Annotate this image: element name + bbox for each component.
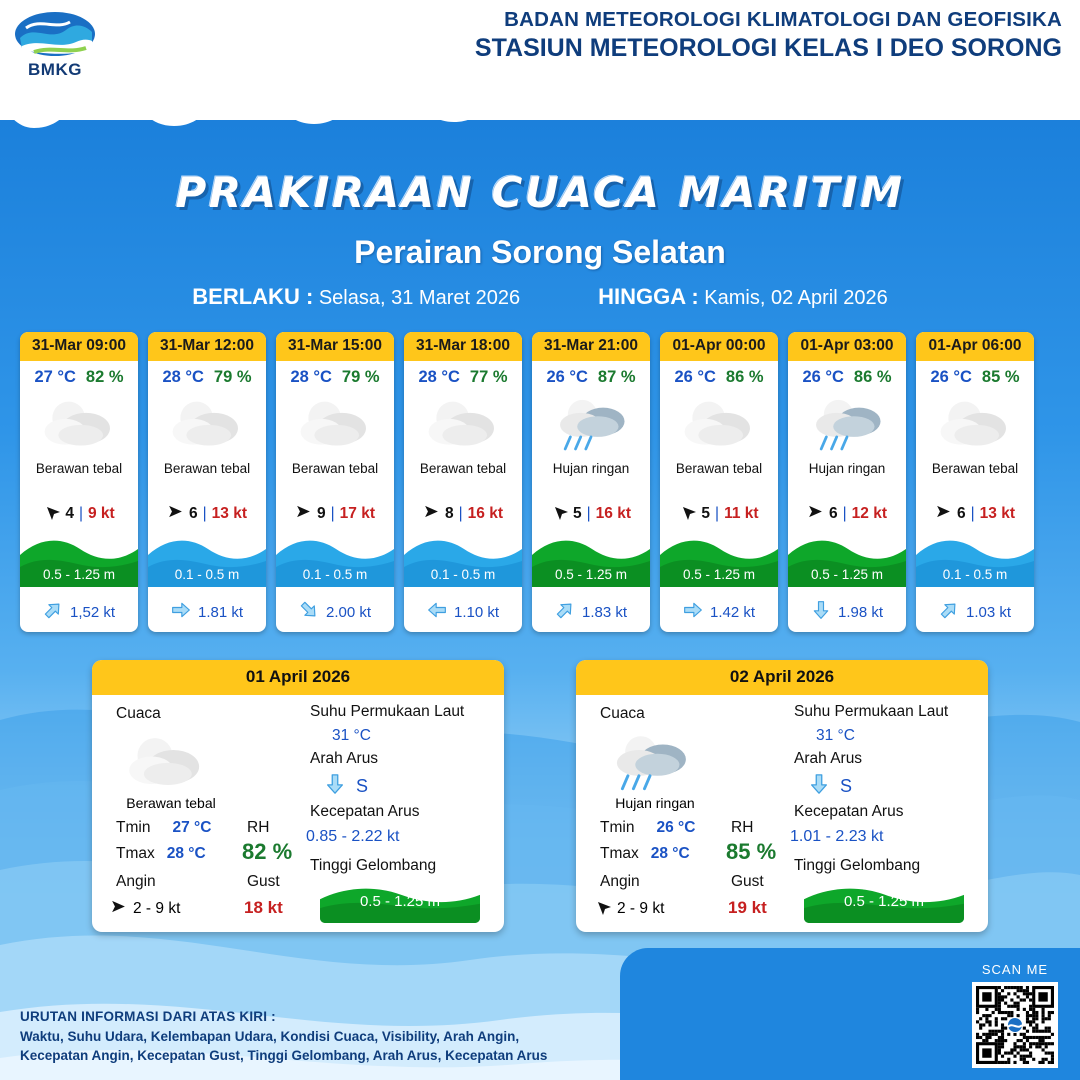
rain-icon [788, 387, 906, 461]
wind-gust: 13 kt [979, 504, 1015, 522]
wave-height: 0.1 - 0.5 m [302, 567, 368, 582]
card-wind [532, 503, 650, 524]
daily-card [576, 660, 988, 932]
sst-value: 31 °C [332, 727, 371, 744]
wave-height: 0.5 - 1.25 m [554, 567, 628, 582]
card-time: 31-Mar 12:00 [148, 332, 266, 361]
weather-label: Cuaca [600, 705, 645, 722]
current-direction-icon [808, 773, 830, 800]
hourly-card [660, 332, 778, 632]
footer-line-1: URUTAN INFORMASI DARI ATAS KIRI : [20, 1009, 276, 1025]
tmax-row [116, 845, 206, 863]
footer-line-3: Kecepatan Angin, Kecepatan Gust, Tinggi Gelombang, Arah Arus, Kecepatan Arus [20, 1048, 548, 1064]
card-temperature: 26 °C [546, 368, 588, 386]
card-time: 01-Apr 06:00 [916, 332, 1034, 361]
cloudy-icon [20, 387, 138, 461]
current-direction-icon [324, 773, 346, 800]
wave-height: 0.1 - 0.5 m [430, 567, 496, 582]
current-speed: 1.83 kt [581, 603, 628, 621]
sst-label: Suhu Permukaan Laut [794, 703, 949, 720]
current-speed: 1.03 kt [965, 603, 1012, 621]
card-condition: Hujan ringan [808, 461, 886, 476]
card-current [276, 600, 394, 624]
wind-separator: | [842, 504, 847, 522]
wind-gust: 9 kt [87, 504, 115, 522]
wind-speed: 6 [829, 504, 838, 522]
wind-direction-icon [594, 898, 611, 920]
qr-code[interactable] [972, 982, 1058, 1068]
wave-height: 0.5 - 1.25 m [682, 567, 756, 582]
current-direction-row [324, 773, 368, 800]
card-temp-humidity [404, 361, 522, 387]
validity-period [0, 284, 1080, 310]
card-humidity: 82 % [85, 368, 124, 386]
hourly-card [916, 332, 1034, 632]
gust-value: 19 kt [728, 898, 767, 917]
card-time: 01-Apr 03:00 [788, 332, 906, 361]
current-direction-icon [555, 600, 575, 624]
daily-condition: Hujan ringan [615, 795, 695, 811]
wind-speed: 8 [445, 504, 454, 522]
wind-separator: | [970, 504, 975, 522]
card-temperature: 28 °C [418, 368, 460, 386]
daily-card [92, 660, 504, 932]
rain-icon [604, 731, 696, 793]
wind-speed: 5 [701, 504, 711, 522]
current-speed-label: Kecepatan Arus [310, 803, 420, 820]
daily-forecast-list [0, 660, 1080, 932]
current-direction-icon [939, 600, 959, 624]
card-temp-humidity [276, 361, 394, 387]
current-speed-value: 0.85 - 2.22 kt [306, 828, 400, 845]
card-current [148, 600, 266, 624]
hourly-card [20, 332, 138, 632]
daily-body [576, 695, 988, 927]
wind-gust: 12 kt [851, 504, 887, 522]
card-time: 31-Mar 21:00 [532, 332, 650, 361]
current-direction-icon [683, 600, 703, 624]
wind-separator: | [458, 504, 463, 522]
header-line-2: STASIUN METEOROLOGI KELAS I DEO SORONG [474, 34, 1062, 62]
cloudy-icon [660, 387, 778, 461]
card-condition: Berawan tebal [291, 461, 379, 476]
current-direction-icon [299, 600, 319, 624]
cloudy-icon [148, 387, 266, 461]
wind-direction-icon [43, 503, 60, 524]
current-speed-value: 1.01 - 2.23 kt [790, 828, 884, 845]
card-time: 31-Mar 15:00 [276, 332, 394, 361]
rh-label: RH [731, 819, 754, 836]
card-condition: Berawan tebal [931, 461, 1019, 476]
scan-me-label: SCAN ME [981, 962, 1049, 977]
wind-speed: 5 [573, 504, 582, 522]
current-speed-label: Kecepatan Arus [794, 803, 904, 820]
current-direction-label: Arah Arus [794, 750, 863, 767]
wind-direction-icon [551, 503, 568, 524]
card-temperature: 26 °C [930, 368, 972, 386]
card-wind [148, 503, 266, 524]
current-direction-value: S [356, 776, 369, 796]
card-humidity: 79 % [213, 368, 252, 386]
card-humidity: 79 % [341, 368, 380, 386]
wind-speed-range: 2 - 9 kt [617, 900, 665, 917]
current-speed: 1.98 kt [837, 603, 884, 621]
hourly-forecast-list [20, 332, 1064, 632]
page-header [0, 0, 1080, 80]
wind-direction-icon [935, 503, 952, 524]
sst-label: Suhu Permukaan Laut [310, 703, 465, 720]
card-humidity: 85 % [981, 368, 1020, 386]
current-speed: 1.42 kt [709, 603, 756, 621]
valid-from-value: Selasa, 31 Maret 2026 [318, 287, 521, 309]
wind-label: Angin [600, 873, 640, 890]
wave-height: 0.5 - 1.25 m [810, 567, 884, 582]
cloudy-icon [916, 387, 1034, 461]
wind-value-row [594, 898, 664, 920]
hourly-card [532, 332, 650, 632]
bmkg-logo-text: BMKG [28, 60, 82, 79]
page-title: PRAKIRAAN CUACA MARITIM [175, 168, 905, 217]
wave-height-value: 0.5 - 1.25 m [359, 893, 441, 910]
valid-from-label: BERLAKU : [192, 284, 314, 309]
card-condition: Berawan tebal [163, 461, 251, 476]
card-wind [916, 503, 1034, 524]
wave-height: 0.5 - 1.25 m [42, 567, 116, 582]
card-time: 31-Mar 09:00 [20, 332, 138, 361]
scan-me-block [972, 962, 1058, 1068]
card-condition: Hujan ringan [552, 461, 630, 476]
card-current [660, 600, 778, 624]
wind-direction-icon [167, 503, 184, 524]
tmin-label: Tmin [600, 819, 635, 836]
rh-value: 85 % [726, 839, 777, 864]
current-direction-label: Arah Arus [310, 750, 379, 767]
daily-date: 02 April 2026 [576, 660, 988, 695]
card-temp-humidity [20, 361, 138, 387]
weather-label: Cuaca [116, 705, 161, 722]
card-temp-humidity [148, 361, 266, 387]
bmkg-logo [12, 8, 98, 78]
card-time: 01-Apr 00:00 [660, 332, 778, 361]
card-humidity: 86 % [725, 368, 764, 386]
card-temperature: 26 °C [802, 368, 844, 386]
wave-height: 0.1 - 0.5 m [942, 567, 1008, 582]
gust-label: Gust [247, 873, 280, 890]
wave-height-value: 0.5 - 1.25 m [843, 893, 925, 910]
current-direction-icon [811, 600, 831, 624]
card-humidity: 86 % [853, 368, 892, 386]
card-current [916, 600, 1034, 624]
cloudy-icon [276, 387, 394, 461]
hourly-card [148, 332, 266, 632]
card-wind [660, 503, 778, 524]
card-wind [276, 503, 394, 524]
tmin-value: 27 °C [172, 819, 212, 836]
wind-speed-range: 2 - 9 kt [133, 900, 181, 917]
card-current [788, 600, 906, 624]
card-temperature: 27 °C [34, 368, 76, 386]
current-direction-icon [43, 600, 63, 624]
wind-speed: 4 [65, 504, 74, 522]
wave-height-label: Tinggi Gelombang [794, 857, 921, 874]
current-direction-icon [171, 600, 191, 624]
wind-gust: 16 kt [467, 504, 503, 522]
page-subtitle: Perairan Sorong Selatan [354, 234, 726, 270]
wind-gust: 13 kt [211, 504, 247, 522]
card-temperature: 28 °C [162, 368, 204, 386]
wind-gust: 17 kt [339, 504, 375, 522]
header-line-1: BADAN METEOROLOGI KLIMATOLOGI DAN GEOFISIKA [504, 8, 1062, 31]
card-condition: Berawan tebal [675, 461, 763, 476]
card-temperature: 26 °C [674, 368, 716, 386]
tmin-row [600, 819, 695, 837]
wave-height: 0.1 - 0.5 m [174, 567, 240, 582]
tmax-label: Tmax [600, 845, 639, 862]
hourly-card [276, 332, 394, 632]
wind-value-row [110, 898, 180, 920]
hourly-card [404, 332, 522, 632]
card-current [532, 600, 650, 624]
tmin-label: Tmin [116, 819, 151, 836]
wind-direction-icon [423, 503, 440, 524]
wind-speed: 6 [189, 504, 198, 522]
valid-to-label: HINGGA : [598, 284, 699, 309]
header-title [475, 8, 1062, 63]
card-condition: Berawan tebal [35, 461, 123, 476]
current-speed: 1.10 kt [453, 603, 500, 621]
current-speed: 2.00 kt [325, 603, 372, 621]
wind-speed: 9 [317, 504, 326, 522]
tmax-value: 28 °C [166, 845, 206, 862]
tmin-value: 26 °C [656, 819, 696, 836]
wind-direction-icon [295, 503, 312, 524]
wind-speed: 6 [957, 504, 966, 522]
card-temp-humidity [660, 361, 778, 387]
card-current [20, 600, 138, 624]
wind-label: Angin [116, 873, 156, 890]
tmax-value: 28 °C [650, 845, 690, 862]
cloudy-icon [120, 731, 212, 793]
cloudy-icon [404, 387, 522, 461]
valid-to [598, 284, 888, 310]
tmin-row [116, 819, 211, 837]
daily-condition: Berawan tebal [126, 795, 216, 811]
daily-date: 01 April 2026 [92, 660, 504, 695]
daily-body [92, 695, 504, 927]
wind-direction-icon [679, 503, 696, 524]
current-direction-row [808, 773, 852, 800]
valid-from [192, 284, 520, 310]
tmax-row [600, 845, 690, 863]
wind-separator: | [78, 504, 83, 522]
rh-value: 82 % [242, 839, 293, 864]
card-current [404, 600, 522, 624]
rh-label: RH [247, 819, 270, 836]
current-direction-icon [427, 600, 447, 624]
card-temperature: 28 °C [290, 368, 332, 386]
wind-separator: | [330, 504, 335, 522]
rain-icon [532, 387, 650, 461]
card-temp-humidity [532, 361, 650, 387]
tmax-label: Tmax [116, 845, 155, 862]
card-condition: Berawan tebal [419, 461, 507, 476]
wave-height-label: Tinggi Gelombang [310, 857, 437, 874]
card-humidity: 77 % [469, 368, 508, 386]
card-temp-humidity [916, 361, 1034, 387]
wind-direction-icon [807, 503, 824, 524]
card-temp-humidity [788, 361, 906, 387]
footer-legend [20, 1007, 600, 1066]
sst-value: 31 °C [816, 727, 855, 744]
wind-separator: | [715, 504, 720, 522]
card-wind [404, 503, 522, 524]
card-wind [20, 503, 138, 524]
valid-to-value: Kamis, 02 April 2026 [704, 287, 888, 309]
card-wind [788, 503, 906, 524]
card-humidity: 87 % [597, 368, 636, 386]
gust-label: Gust [731, 873, 764, 890]
gust-value: 18 kt [244, 898, 283, 917]
wind-separator: | [202, 504, 207, 522]
current-speed: 1.81 kt [197, 603, 244, 621]
wind-gust: 11 kt [724, 504, 759, 522]
hourly-card [788, 332, 906, 632]
current-direction-value: S [840, 776, 853, 796]
card-time: 31-Mar 18:00 [404, 332, 522, 361]
footer-line-2: Waktu, Suhu Udara, Kelembapan Udara, Kondisi Cuaca, Visibility, Arah Angin, [20, 1028, 520, 1044]
wind-separator: | [586, 504, 591, 522]
wind-gust: 16 kt [595, 504, 631, 522]
current-speed: 1,52 kt [69, 603, 116, 621]
wind-direction-icon [110, 898, 127, 920]
